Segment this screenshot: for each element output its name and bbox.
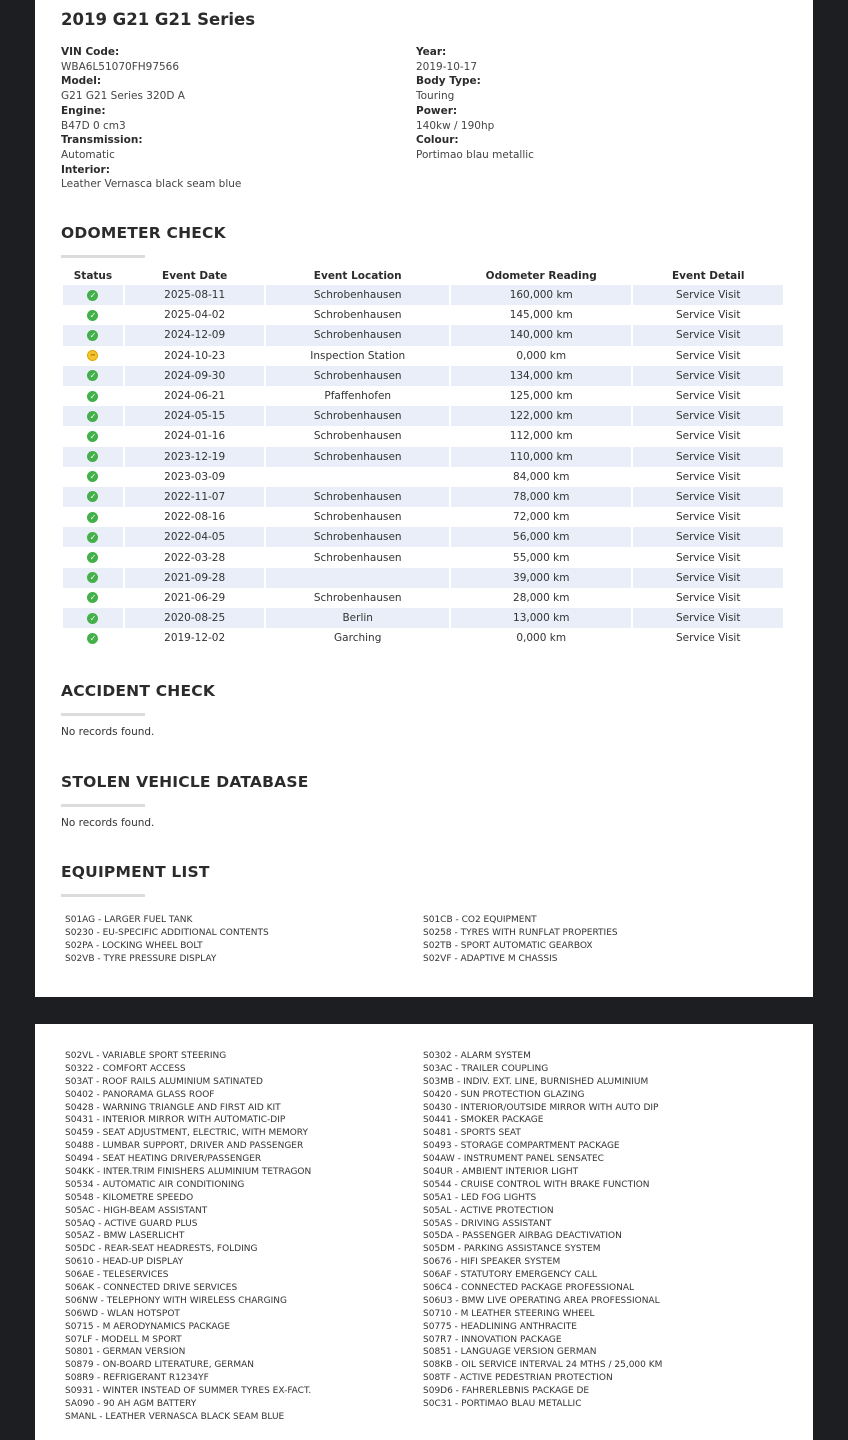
equipment-item: S05AZ - BMW LASERLICHT bbox=[65, 1231, 185, 1242]
check-status-icon: ✓ bbox=[87, 330, 98, 341]
equipment-item: S02VL - VARIABLE SPORT STEERING bbox=[65, 1051, 227, 1061]
column-header: Event Location bbox=[313, 270, 402, 282]
equipment-item: S0459 - SEAT ADJUSTMENT, ELECTRIC, WITH MEMORY bbox=[65, 1128, 308, 1139]
event-location: Schrobenhausen bbox=[313, 430, 402, 443]
table-row bbox=[63, 285, 783, 305]
status-cell bbox=[63, 325, 123, 345]
event-date: 2024-01-16 bbox=[164, 430, 226, 443]
odometer-reading: 134,000 km bbox=[451, 366, 631, 386]
event-date: 2024-09-30 bbox=[125, 366, 265, 386]
status-cell bbox=[63, 507, 123, 527]
event-date: 2022-04-05 bbox=[125, 527, 265, 547]
event-detail: Service Visit bbox=[633, 406, 783, 426]
equipment-item: S04UR - AMBIENT INTERIOR LIGHT bbox=[423, 1167, 579, 1178]
stolen-no-records: No records found. bbox=[61, 817, 155, 829]
check-status-icon: ✓ bbox=[87, 310, 98, 321]
report-page-1 bbox=[35, 0, 813, 997]
equipment-list-right bbox=[423, 914, 618, 966]
check-status-icon: ✓ bbox=[87, 491, 98, 502]
odometer-reading: 13,000 km bbox=[451, 608, 631, 628]
event-location bbox=[266, 568, 449, 588]
event-date: 2022-03-28 bbox=[164, 551, 226, 564]
equipment-item: S06AK - CONNECTED DRIVE SERVICES bbox=[65, 1283, 238, 1294]
odometer-reading: 28,000 km bbox=[513, 591, 570, 604]
spec-label: Engine: bbox=[61, 104, 106, 117]
equipment-item: S01AG - LARGER FUEL TANK bbox=[65, 915, 193, 925]
equipment-item: S0488 - LUMBAR SUPPORT, DRIVER AND PASSENGER bbox=[65, 1141, 304, 1152]
equipment-item: S02PA - LOCKING WHEEL BOLT bbox=[65, 940, 203, 951]
spec-value: 140kw / 190hp bbox=[416, 119, 495, 132]
event-date: 2020-08-25 bbox=[125, 608, 265, 628]
equipment-item: S06AF - STATUTORY EMERGENCY CALL bbox=[423, 1270, 597, 1281]
status-cell bbox=[63, 628, 123, 648]
table-row bbox=[63, 447, 783, 467]
equipment-item: S02VF - ADAPTIVE M CHASSIS bbox=[423, 953, 558, 964]
equipment-item: S0931 - WINTER INSTEAD OF SUMMER TYRES EX-FACT. bbox=[65, 1386, 312, 1397]
event-location: Inspection Station bbox=[310, 349, 406, 362]
event-detail: Service Visit bbox=[675, 309, 741, 322]
event-location: Schrobenhausen bbox=[266, 285, 449, 305]
odometer-rows bbox=[63, 285, 783, 648]
status-cell bbox=[63, 426, 123, 446]
odometer-reading: 39,000 km bbox=[451, 568, 631, 588]
table-row bbox=[63, 628, 783, 648]
accident-heading: ACCIDENT CHECK bbox=[61, 682, 216, 700]
equipment-item: S05AQ - ACTIVE GUARD PLUS bbox=[65, 1218, 198, 1229]
event-date: 2019-12-02 bbox=[164, 632, 226, 645]
event-detail: Service Visit bbox=[633, 487, 783, 507]
equipment-item: S02TB - SPORT AUTOMATIC GEARBOX bbox=[423, 940, 593, 951]
vehicle-title: 2019 G21 G21 Series bbox=[61, 10, 256, 29]
event-date: 2024-10-23 bbox=[164, 349, 226, 362]
check-status-icon: ✓ bbox=[87, 512, 98, 523]
status-cell bbox=[63, 366, 123, 386]
odometer-table bbox=[61, 267, 785, 648]
stolen-heading: STOLEN VEHICLE DATABASE bbox=[61, 773, 309, 791]
check-status-icon: ✓ bbox=[87, 391, 98, 402]
status-cell bbox=[63, 346, 123, 366]
odometer-reading: 55,000 km bbox=[513, 551, 570, 564]
spec-label: Model: bbox=[61, 75, 102, 88]
event-date: 2022-11-07 bbox=[125, 487, 265, 507]
equipment-item: S05A1 - LED FOG LIGHTS bbox=[423, 1192, 537, 1203]
spec-label: Colour: bbox=[416, 134, 459, 147]
column-header: Event Detail bbox=[672, 270, 745, 282]
equipment-item: S0710 - M LEATHER STEERING WHEEL bbox=[423, 1308, 595, 1319]
odometer-reading: 160,000 km bbox=[451, 285, 631, 305]
equipment-item: S0548 - KILOMETRE SPEEDO bbox=[65, 1192, 194, 1203]
event-location: Schrobenhausen bbox=[266, 487, 449, 507]
event-detail: Service Visit bbox=[675, 470, 741, 483]
event-detail: Service Visit bbox=[675, 591, 741, 604]
status-cell bbox=[63, 305, 123, 325]
event-date: 2022-08-16 bbox=[164, 511, 226, 524]
equipment-item: S05AC - HIGH-BEAM ASSISTANT bbox=[65, 1205, 208, 1216]
equipment-item: S03AC - TRAILER COUPLING bbox=[423, 1063, 549, 1074]
table-header-row bbox=[63, 267, 783, 285]
event-location: Schrobenhausen bbox=[266, 447, 449, 467]
table-row bbox=[63, 406, 783, 426]
check-status-icon: ✓ bbox=[87, 592, 98, 603]
equipment-item: S08TF - ACTIVE PEDESTRIAN PROTECTION bbox=[423, 1373, 613, 1384]
spec-value: Portimao blau metallic bbox=[416, 148, 534, 161]
equipment-item: S05AS - DRIVING ASSISTANT bbox=[423, 1218, 552, 1229]
equipment-item: S0493 - STORAGE COMPARTMENT PACKAGE bbox=[423, 1141, 620, 1152]
odometer-reading: 56,000 km bbox=[451, 527, 631, 547]
equipment-item: SMANL - LEATHER VERNASCA BLACK SEAM BLUE bbox=[65, 1411, 285, 1422]
status-cell bbox=[63, 588, 123, 608]
check-status-icon: ✓ bbox=[87, 370, 98, 381]
table-row bbox=[63, 467, 783, 487]
equipment-item: S0481 - SPORTS SEAT bbox=[423, 1128, 521, 1139]
event-date: 2025-08-11 bbox=[125, 285, 265, 305]
equipment-item: S0441 - SMOKER PACKAGE bbox=[423, 1115, 544, 1126]
spec-label: Power: bbox=[416, 104, 458, 117]
equipment-item: S0775 - HEADLINING ANTHRACITE bbox=[423, 1321, 577, 1332]
status-cell bbox=[63, 386, 123, 406]
check-status-icon: ✓ bbox=[87, 471, 98, 482]
equipment-item: S0494 - SEAT HEATING DRIVER/PASSENGER bbox=[65, 1154, 262, 1165]
equipment-item: S0801 - GERMAN VERSION bbox=[65, 1347, 186, 1358]
spec-value: Automatic bbox=[61, 148, 115, 161]
event-detail: Service Visit bbox=[633, 568, 783, 588]
equipment-item: SA090 - 90 AH AGM BATTERY bbox=[65, 1399, 197, 1410]
section-divider bbox=[61, 894, 145, 897]
event-detail: Service Visit bbox=[675, 349, 741, 362]
equipment-item: S0534 - AUTOMATIC AIR CONDITIONING bbox=[65, 1179, 245, 1190]
status-cell bbox=[63, 487, 123, 507]
event-detail: Service Visit bbox=[633, 608, 783, 628]
spec-value: WBA6L51070FH97566 bbox=[61, 60, 180, 73]
equipment-item: S05DC - REAR-SEAT HEADRESTS, FOLDING bbox=[65, 1244, 258, 1255]
equipment-item: S09D6 - FAHRERLEBNIS PACKAGE DE bbox=[423, 1386, 590, 1397]
event-date: 2024-12-09 bbox=[125, 325, 265, 345]
equipment-item: S0430 - INTERIOR/OUTSIDE MIRROR WITH AUTO DIP bbox=[423, 1102, 659, 1113]
equipment-item: S03AT - ROOF RAILS ALUMINIUM SATINATED bbox=[65, 1076, 263, 1087]
column-header: Event Date bbox=[162, 270, 228, 282]
equipment-item: S06U3 - BMW LIVE OPERATING AREA PROFESSIONAL bbox=[423, 1295, 660, 1306]
check-status-icon: ✓ bbox=[87, 532, 98, 543]
odometer-reading: 84,000 km bbox=[513, 470, 570, 483]
event-detail: Service Visit bbox=[675, 430, 741, 443]
spec-label: VIN Code: bbox=[61, 46, 120, 58]
equipment-list-right bbox=[423, 1050, 662, 1411]
status-cell bbox=[63, 447, 123, 467]
event-location: Schrobenhausen bbox=[266, 325, 449, 345]
table-row bbox=[63, 366, 783, 386]
event-detail: Service Visit bbox=[675, 632, 741, 645]
equipment-item: S0420 - SUN PROTECTION GLAZING bbox=[423, 1089, 585, 1100]
event-detail: Service Visit bbox=[633, 447, 783, 467]
section-divider bbox=[61, 713, 145, 716]
check-status-icon: ✓ bbox=[87, 451, 98, 462]
equipment-list-left bbox=[65, 1050, 311, 1424]
event-detail: Service Visit bbox=[675, 551, 741, 564]
event-detail: Service Visit bbox=[633, 366, 783, 386]
table-row bbox=[63, 507, 783, 527]
equipment-item: S01CB - CO2 EQUIPMENT bbox=[423, 915, 537, 925]
equipment-item: S06C4 - CONNECTED PACKAGE PROFESSIONAL bbox=[423, 1283, 635, 1294]
equipment-item: S06AE - TELESERVICES bbox=[65, 1270, 169, 1281]
check-status-icon: ✓ bbox=[87, 552, 98, 563]
equipment-item: S02VB - TYRE PRESSURE DISPLAY bbox=[65, 953, 217, 964]
equipment-item: S07R7 - INNOVATION PACKAGE bbox=[423, 1334, 562, 1345]
event-date: 2025-04-02 bbox=[164, 309, 226, 322]
table-row bbox=[63, 346, 783, 366]
status-cell bbox=[63, 568, 123, 588]
equipment-item: S0715 - M AERODYNAMICS PACKAGE bbox=[65, 1321, 231, 1332]
event-location: Schrobenhausen bbox=[313, 309, 402, 322]
spec-label: Interior: bbox=[61, 163, 110, 176]
equipment-item: S05AL - ACTIVE PROTECTION bbox=[423, 1205, 554, 1216]
equipment-item: S05DA - PASSENGER AIRBAG DEACTIVATION bbox=[423, 1231, 622, 1242]
odometer-reading: 0,000 km bbox=[516, 632, 567, 645]
event-detail: Service Visit bbox=[675, 511, 741, 524]
table-row bbox=[63, 325, 783, 345]
equipment-item: S0431 - INTERIOR MIRROR WITH AUTOMATIC-DIP bbox=[65, 1115, 286, 1126]
table-row bbox=[63, 547, 783, 567]
section-divider bbox=[61, 255, 145, 258]
section-divider bbox=[61, 804, 145, 807]
equipment-item: S0676 - HIFI SPEAKER SYSTEM bbox=[423, 1257, 561, 1268]
warning-status-icon: − bbox=[87, 350, 98, 361]
equipment-item: S0851 - LANGUAGE VERSION GERMAN bbox=[423, 1347, 597, 1358]
check-status-icon: ✓ bbox=[87, 411, 98, 422]
spec-value: G21 G21 Series 320D A bbox=[61, 90, 185, 103]
equipment-item: S0230 - EU-SPECIFIC ADDITIONAL CONTENTS bbox=[65, 927, 269, 938]
equipment-item: S04KK - INTER.TRIM FINISHERS ALUMINIUM TETRAGON bbox=[65, 1167, 312, 1178]
status-cell bbox=[63, 608, 123, 628]
status-cell bbox=[63, 406, 123, 426]
equipment-item: S0879 - ON-BOARD LITERATURE, GERMAN bbox=[65, 1360, 254, 1371]
event-location: Schrobenhausen bbox=[313, 551, 402, 564]
event-location: Berlin bbox=[266, 608, 449, 628]
equipment-item: S0C31 - PORTIMAO BLAU METALLIC bbox=[423, 1399, 582, 1410]
table-row bbox=[63, 487, 783, 507]
check-status-icon: ✓ bbox=[87, 431, 98, 442]
equipment-item: S0610 - HEAD-UP DISPLAY bbox=[65, 1257, 184, 1268]
event-location: Garching bbox=[334, 632, 382, 645]
spec-value: B47D 0 cm3 bbox=[61, 119, 126, 132]
odometer-reading: 112,000 km bbox=[509, 430, 573, 443]
equipment-item: S0428 - WARNING TRIANGLE AND FIRST AID KIT bbox=[65, 1102, 281, 1113]
status-cell bbox=[63, 527, 123, 547]
column-header: Status bbox=[73, 270, 113, 282]
spec-value: Leather Vernasca black seam blue bbox=[61, 178, 242, 191]
check-status-icon: ✓ bbox=[87, 613, 98, 624]
odometer-heading: ODOMETER CHECK bbox=[61, 224, 226, 242]
table-row bbox=[63, 608, 783, 628]
status-cell bbox=[63, 467, 123, 487]
event-location: Schrobenhausen bbox=[266, 527, 449, 547]
vehicle-specs-right bbox=[416, 45, 736, 163]
odometer-reading: 140,000 km bbox=[451, 325, 631, 345]
table-row bbox=[63, 527, 783, 547]
spec-label: Body Type: bbox=[416, 75, 481, 88]
equipment-heading: EQUIPMENT LIST bbox=[61, 863, 210, 881]
odometer-reading: 110,000 km bbox=[451, 447, 631, 467]
event-location: Schrobenhausen bbox=[313, 511, 402, 524]
report-page-2 bbox=[35, 1024, 813, 1440]
check-status-icon: ✓ bbox=[87, 572, 98, 583]
odometer-reading: 145,000 km bbox=[509, 309, 573, 322]
table-row bbox=[63, 568, 783, 588]
column-header: Odometer Reading bbox=[485, 270, 597, 282]
event-detail: Service Visit bbox=[633, 285, 783, 305]
equipment-item: S08KB - OIL SERVICE INTERVAL 24 MTHS / 25,000 KM bbox=[423, 1360, 663, 1371]
event-location: Schrobenhausen bbox=[266, 406, 449, 426]
table-row bbox=[63, 426, 783, 446]
equipment-item: S06NW - TELEPHONY WITH WIRELESS CHARGING bbox=[65, 1295, 287, 1306]
spec-value: 2019-10-17 bbox=[416, 60, 478, 73]
event-location: Pfaffenhofen bbox=[324, 390, 392, 403]
check-status-icon: ✓ bbox=[87, 290, 98, 301]
odometer-reading: 125,000 km bbox=[509, 390, 573, 403]
spec-label: Transmission: bbox=[61, 134, 143, 147]
event-detail: Service Visit bbox=[675, 390, 741, 403]
equipment-item: S03MB - INDIV. EXT. LINE, BURNISHED ALUMINIUM bbox=[423, 1076, 649, 1087]
equipment-item: S0302 - ALARM SYSTEM bbox=[423, 1051, 531, 1061]
equipment-item: S08R9 - REFRIGERANT R1234YF bbox=[65, 1373, 209, 1384]
event-date: 2024-05-15 bbox=[125, 406, 265, 426]
equipment-item: S0544 - CRUISE CONTROL WITH BRAKE FUNCTION bbox=[423, 1179, 650, 1190]
status-cell bbox=[63, 285, 123, 305]
spec-label: Year: bbox=[416, 46, 447, 58]
event-date: 2024-06-21 bbox=[164, 390, 226, 403]
table-row bbox=[63, 588, 783, 608]
equipment-item: S0322 - COMFORT ACCESS bbox=[65, 1063, 186, 1074]
table-row bbox=[63, 305, 783, 325]
spec-value: Touring bbox=[416, 90, 455, 103]
table-row bbox=[63, 386, 783, 406]
event-detail: Service Visit bbox=[633, 325, 783, 345]
accident-no-records: No records found. bbox=[61, 726, 155, 738]
vehicle-specs-left bbox=[61, 45, 381, 192]
equipment-item: S04AW - INSTRUMENT PANEL SENSATEC bbox=[423, 1154, 604, 1165]
odometer-reading: 0,000 km bbox=[516, 349, 567, 362]
equipment-item: S06WD - WLAN HOTSPOT bbox=[65, 1308, 180, 1319]
equipment-item: S0402 - PANORAMA GLASS ROOF bbox=[65, 1089, 215, 1100]
odometer-reading: 122,000 km bbox=[451, 406, 631, 426]
equipment-item: S05DM - PARKING ASSISTANCE SYSTEM bbox=[423, 1244, 601, 1255]
status-cell bbox=[63, 547, 123, 567]
equipment-list-left bbox=[65, 914, 269, 966]
event-detail: Service Visit bbox=[633, 527, 783, 547]
equipment-item: S07LF - MODELL M SPORT bbox=[65, 1334, 182, 1345]
event-location: Schrobenhausen bbox=[266, 366, 449, 386]
odometer-reading: 78,000 km bbox=[451, 487, 631, 507]
equipment-item: S0258 - TYRES WITH RUNFLAT PROPERTIES bbox=[423, 927, 618, 938]
event-date: 2023-12-19 bbox=[125, 447, 265, 467]
event-date: 2021-06-29 bbox=[164, 591, 226, 604]
event-date: 2023-03-09 bbox=[164, 470, 226, 483]
check-status-icon: ✓ bbox=[87, 633, 98, 644]
odometer-reading: 72,000 km bbox=[513, 511, 570, 524]
event-location: Schrobenhausen bbox=[313, 591, 402, 604]
event-location bbox=[266, 467, 449, 487]
event-date: 2021-09-28 bbox=[125, 568, 265, 588]
